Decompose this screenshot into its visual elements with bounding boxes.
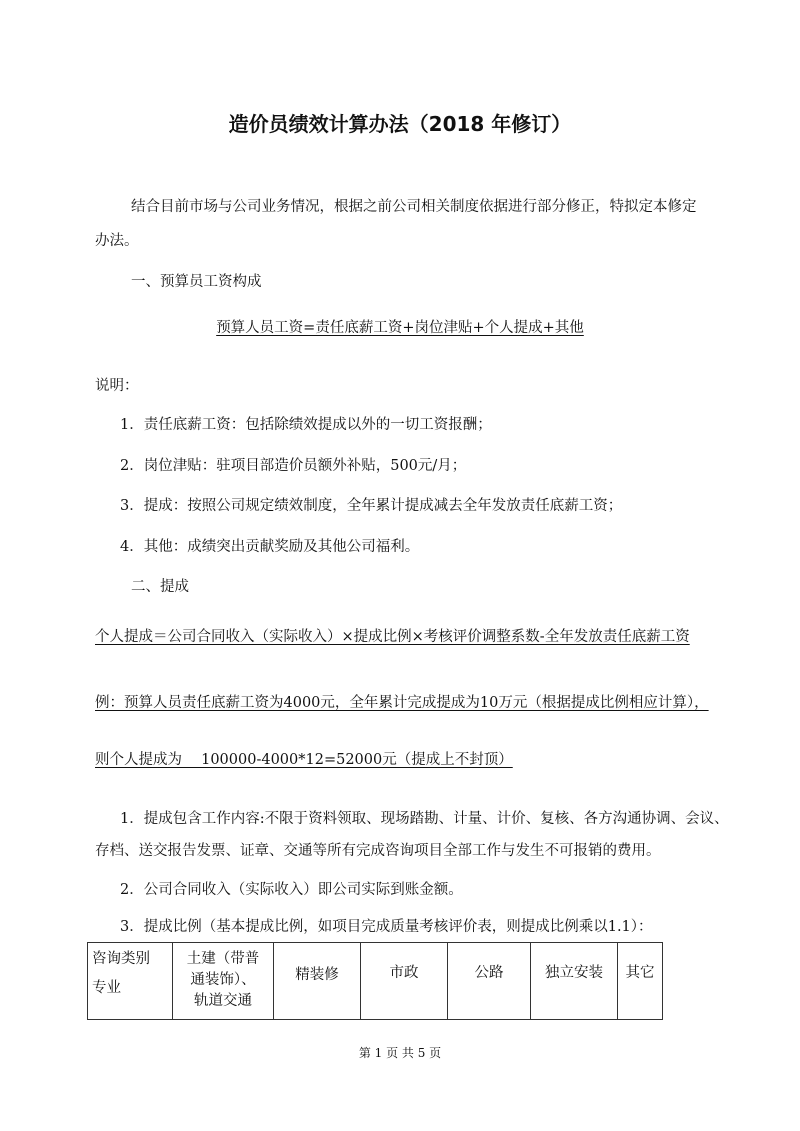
commission-formula: 个人提成＝公司合同收入（实际收入）×提成比例×考核评价调整系数-全年发放责任底薪工资: [95, 629, 690, 645]
intro-line-2: 办法。: [95, 233, 139, 249]
intro-line-1: 结合目前市场与公司业务情况，根据之前公司相关制度依据进行部分修正，特拟定本修定: [131, 199, 697, 215]
table-header-line: 咨询类别: [92, 951, 150, 967]
table-cell: [618, 943, 663, 1020]
table-cell-text: 精装修: [295, 967, 339, 983]
table-cell-line: 土建（带普: [186, 951, 260, 967]
content-item-2: 2．公司合同收入（实际收入）即公司实际到账金额。: [120, 882, 463, 898]
content-item-3: 3．提成比例（基本提成比例，如项目完成质量考核评价表，则提成比例乘以1.1）：: [120, 919, 653, 935]
table-cell-line: 轨道交通: [194, 993, 252, 1009]
table-cell-line: 通装饰）、: [190, 972, 256, 988]
content-item-1-line-1: 1．提成包含工作内容:不限于资料领取、现场踏勘、计量、计价、复核、各方沟通协调、会议、: [120, 811, 729, 827]
page-title: 造价员绩效计算办法（2018 年修订）: [228, 112, 572, 136]
table-header-cell: [88, 943, 173, 1020]
table-cell: [173, 943, 274, 1020]
table-cell-text: 其它: [625, 965, 655, 981]
note-item: 4．其他：成绩突出贡献奖励及其他公司福利。: [120, 539, 420, 555]
example-result: 则个人提成为 100000-4000*12=52000元（提成上不封顶）: [95, 752, 513, 768]
table-cell: [361, 943, 448, 1020]
section-2-heading: 二、提成: [131, 579, 189, 595]
table-header-line: 专业: [92, 980, 121, 996]
note-item: 1．责任底薪工资：包括除绩效提成以外的一切工资报酬；: [120, 417, 492, 433]
table-cell-text: 市政: [389, 965, 419, 981]
page-footer: 第 1 页 共 5 页: [358, 1046, 442, 1060]
table-cell: [448, 943, 531, 1020]
section-1-heading: 一、预算员工资构成: [131, 274, 262, 290]
table-cell: [274, 943, 361, 1020]
table-cell-text: 公路: [474, 965, 504, 981]
notes-label: 说明：: [95, 378, 139, 394]
note-item: 2．岗位津贴：驻项目部造价员额外补贴，500元/月；: [120, 458, 467, 474]
commission-rate-table: [87, 942, 663, 1020]
salary-formula: 预算人员工资=责任底薪工资+岗位津贴+个人提成+其他: [216, 320, 584, 336]
table-cell-text: 独立安装: [545, 965, 603, 981]
table-cell: [531, 943, 618, 1020]
content-item-1-line-2: 存档、送交报告发票、证章、交通等所有完成咨询项目全部工作与发生不可报销的费用。: [95, 843, 661, 859]
example-line: 例：预算人员责任底薪工资为4000元，全年累计完成提成为10万元（根据提成比例相应计算），: [95, 695, 709, 711]
table-row: [88, 943, 663, 1020]
note-item: 3．提成：按照公司规定绩效制度，全年累计提成减去全年发放责任底薪工资；: [120, 498, 623, 514]
